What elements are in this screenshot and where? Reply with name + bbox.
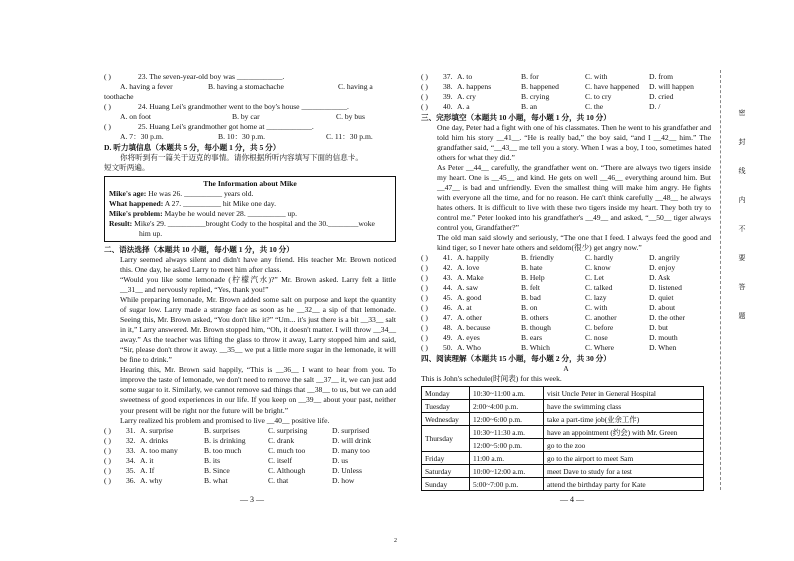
option-a: A. Who bbox=[457, 343, 481, 353]
question-number: 37. bbox=[443, 72, 453, 81]
option-d: D. mouth bbox=[649, 333, 678, 343]
left-column bbox=[104, 72, 396, 486]
option-d: D. how bbox=[332, 475, 355, 485]
schedule-day: Saturday bbox=[422, 465, 470, 478]
option-row bbox=[421, 303, 711, 313]
option-c: C. nose bbox=[585, 333, 608, 343]
option-b: B. friendly bbox=[521, 253, 554, 263]
option-d: D. cried bbox=[649, 92, 674, 102]
option-c: C. surprising bbox=[268, 425, 308, 435]
option-d: D. us bbox=[332, 455, 349, 465]
answer-bracket: ( ) bbox=[421, 303, 428, 313]
option-d: D. enjoy bbox=[649, 263, 676, 273]
option-b: B. hate bbox=[521, 263, 543, 273]
option-row bbox=[421, 82, 711, 92]
option-d: D. quiet bbox=[649, 293, 674, 303]
answer-bracket: ( ) bbox=[421, 253, 428, 263]
option-d: D. Unless bbox=[332, 465, 362, 475]
option-row bbox=[421, 72, 711, 82]
option-b: B. is drinking bbox=[204, 435, 246, 445]
option-c: C. lazy bbox=[585, 293, 607, 303]
option-c: C. before bbox=[585, 323, 614, 333]
option-d: D. will drink bbox=[332, 435, 372, 445]
schedule-time: 10:30~11:30 a.m. bbox=[470, 426, 544, 439]
option-b: B. an bbox=[521, 102, 538, 112]
question-number: 39. bbox=[443, 92, 453, 102]
option-row bbox=[421, 283, 711, 293]
grammar-passage-p3: While preparing lemonade, Mr. Brown added some salt on purpose and kept the quantity of sugar low. Larry made a strange face as soon as he __32__ a sip of that lemonade. Seeing this, Mr. Brown asked, “You don't like it?” “Um... it's just there is a bit __33__ salt in it,” Larry answered. Mr. Brown stopped him, “Oh, it doesn't matter. I will throw __34__ away.” As the teacher was lifting the glass to throw it away, Larry stopped him and said, “Sir, please don't throw it away. __35__ we put a little more sugar in the lemonade, it will be fine to drink.” bbox=[120, 295, 396, 365]
section-4-title: 四、阅读理解（本题共 15 小题，每小题 2 分，共 30 分） bbox=[421, 354, 611, 364]
option-row bbox=[104, 426, 396, 436]
option-c: C. know bbox=[585, 263, 611, 273]
option-b: B. for bbox=[521, 72, 539, 81]
page-number-right: — 4 — bbox=[560, 495, 584, 504]
option-a: A. a bbox=[457, 102, 470, 112]
option-row bbox=[104, 456, 396, 466]
schedule-activity: have an appointment (约会) with Mr. Green bbox=[544, 426, 704, 439]
option-b: B. others bbox=[521, 313, 549, 323]
schedule-time: 10:00~12:00 a.m. bbox=[470, 465, 544, 478]
binding-margin-char: 密 bbox=[738, 109, 746, 117]
binding-line bbox=[720, 70, 721, 490]
option-a: A. at bbox=[457, 303, 472, 313]
option-row bbox=[104, 446, 396, 456]
option-c: C. drank bbox=[268, 435, 295, 445]
schedule-time: 2:00~4:00 p.m. bbox=[470, 400, 544, 413]
question-number: 34. bbox=[126, 455, 136, 465]
question-number: 42. bbox=[443, 263, 453, 273]
grammar-passage-p5: Larry realized his problem and promised to live __40__ positive life. bbox=[120, 415, 330, 425]
schedule-day: Wednesday bbox=[422, 413, 470, 426]
question-number: 43. bbox=[443, 273, 453, 283]
info-line-what-happened: What happened: A 27. __________ hit Mike one day. bbox=[109, 199, 277, 209]
schedule-day: Friday bbox=[422, 452, 470, 465]
question-number: 41. bbox=[443, 253, 453, 263]
option-b: B. its bbox=[204, 455, 221, 465]
cloze-passage-p1: One day, Peter had a fight with one of his classmates. Then he went to his grandfather and told him his story __41__. “He is really bad,” the boy said, “and I __42__ him.” The grandfather said, “__43__ me tell you a story. When I was a boy, I too, sometimes hated others for what they did.” bbox=[437, 123, 711, 163]
option-c: C. to cry bbox=[585, 92, 612, 102]
info-card-title: The Information about Mike bbox=[203, 179, 297, 189]
grammar-passage-p1: Larry seemed always silent and didn't have any friend. His teacher Mr. Brown noticed this. One day, he asked Larry to meet him after class. bbox=[120, 255, 396, 275]
question-number: 48. bbox=[443, 323, 453, 333]
answer-bracket: ( ) bbox=[421, 313, 428, 323]
grammar-passage-p2: “Would you like some lemonade (柠檬汽水)?” Mr. Brown asked. Larry felt a little __31__ and nervously replied, “Yes, thank you!” bbox=[120, 275, 396, 295]
option-row bbox=[421, 263, 711, 273]
section-d-title: D. 听力填信息（本题共 5 分，每小题 1 分，共 5 分） bbox=[104, 143, 281, 153]
answer-bracket: ( ) bbox=[421, 333, 428, 343]
cloze-passage-p3: The old man said slowly and seriously, “The one that I feed. I always feed the good and kind tiger, so I never hate others and seldom(很少) get angry now.” bbox=[437, 233, 711, 253]
option-a: A. love bbox=[457, 263, 480, 273]
answer-bracket: ( ) bbox=[421, 293, 428, 303]
page-number-left: — 3 — bbox=[240, 495, 264, 504]
question-25: ( ) 25. Huang Lei's grandmother got home at ____________. bbox=[104, 122, 314, 132]
schedule-activity: meet Dave to study for a test bbox=[544, 465, 704, 478]
option-c: C. have happened bbox=[585, 82, 640, 92]
option-d: D. / bbox=[649, 102, 661, 112]
schedule-activity: go to the airport to meet Sam bbox=[544, 452, 704, 465]
answer-bracket: ( ) bbox=[104, 465, 111, 475]
answer-bracket: ( ) bbox=[421, 72, 428, 81]
option-c: C. hardly bbox=[585, 253, 614, 263]
info-line-problem: Mike's problem: Maybe he would never 28. __________ up. bbox=[109, 209, 298, 219]
binding-margin-char: 内 bbox=[738, 196, 746, 204]
option-row bbox=[421, 333, 711, 343]
schedule-time: 12:00~5:00 p.m. bbox=[470, 439, 544, 452]
schedule-row bbox=[422, 413, 704, 426]
option-row bbox=[421, 92, 711, 102]
option-c: C. with bbox=[585, 303, 608, 313]
section-d-instructions-2: 短文听两遍。 bbox=[104, 163, 150, 173]
option-a: A. cry bbox=[457, 92, 476, 102]
schedule-row bbox=[422, 478, 704, 491]
option-row bbox=[421, 293, 711, 303]
binding-margin-text bbox=[735, 110, 749, 342]
option-a: A. because bbox=[457, 323, 491, 333]
option-b: B. what bbox=[204, 475, 228, 485]
info-line-result-cont: him up. bbox=[139, 229, 163, 239]
answer-bracket: ( ) bbox=[104, 455, 111, 465]
option-d: D. surprised bbox=[332, 425, 370, 435]
schedule-day: Tuesday bbox=[422, 400, 470, 413]
option-d: D. Ask bbox=[649, 273, 671, 283]
option-d: D. will happen bbox=[649, 82, 694, 92]
schedule-intro: This is John's schedule(时间表) for this week. bbox=[421, 374, 562, 384]
section-3-title: 三、完形填空（本题共 10 小题，每小题 1 分，共 10 分） bbox=[421, 113, 611, 123]
option-row bbox=[421, 313, 711, 323]
info-card bbox=[104, 176, 396, 242]
cloze-passage-p2: As Peter __44__ carefully, the grandfather went on. “There are always two tigers inside my heart. One is __45__ and kind. He gets on well __46__ everything around him. But __47__ is bad and unfriendly. Even the smallest thing will make him angry. He fights with everyone all the time, and for no reason. He can't think carefully __48__ he always hates others. It is difficult to live with these two tigers inside my heart. They both try to control me.” Peter looked into his grandfather's __49__ and asked, “__50__ tiger always control you, Grandfather?” bbox=[437, 163, 711, 233]
option-a: A. surprise bbox=[140, 425, 174, 435]
answer-bracket: ( ) bbox=[421, 82, 428, 92]
question-number: 44. bbox=[443, 283, 453, 293]
schedule-activity: go to the zoo bbox=[544, 439, 704, 452]
option-c: C. Let bbox=[585, 273, 604, 283]
answer-bracket: ( ) bbox=[421, 92, 428, 102]
option-b: B. ears bbox=[521, 333, 543, 343]
question-number: 49. bbox=[443, 333, 453, 343]
option-row bbox=[421, 102, 711, 112]
info-line-age: Mike's age: He was 26. __________ years old. bbox=[109, 189, 254, 199]
option-b: B. surprises bbox=[204, 425, 240, 435]
question-23: ( ) 23. The seven-year-old boy was ____________. bbox=[104, 72, 285, 81]
option-b: B. though bbox=[521, 323, 551, 333]
option-d: D. listened bbox=[649, 283, 682, 293]
binding-margin-char: 封 bbox=[738, 138, 746, 146]
schedule-row bbox=[422, 452, 704, 465]
option-row bbox=[421, 273, 711, 283]
answer-bracket: ( ) bbox=[421, 283, 428, 293]
option-b: B. Help bbox=[521, 273, 545, 283]
option-a: A. too many bbox=[140, 445, 178, 455]
option-b: B. Since bbox=[204, 465, 230, 475]
answer-bracket: ( ) bbox=[421, 102, 428, 112]
question-number: 31. bbox=[126, 425, 136, 435]
sheet-number: 2 bbox=[394, 538, 397, 544]
option-d: D. the other bbox=[649, 313, 686, 323]
option-a: A. eyes bbox=[457, 333, 480, 343]
grammar-options-right bbox=[421, 72, 711, 112]
answer-bracket: ( ) bbox=[104, 435, 111, 445]
schedule-table bbox=[421, 386, 704, 491]
option-a: A. other bbox=[457, 313, 482, 323]
question-number: 32. bbox=[126, 435, 136, 445]
binding-margin-char: 答 bbox=[738, 283, 746, 291]
option-a: A. happens bbox=[457, 82, 492, 92]
option-b: B. crying bbox=[521, 92, 550, 102]
option-b: B. too much bbox=[204, 445, 242, 455]
question-number: 47. bbox=[443, 313, 453, 323]
schedule-time: 5:00~7:00 p.m. bbox=[470, 478, 544, 491]
schedule-day: Sunday bbox=[422, 478, 470, 491]
option-c: C. Although bbox=[268, 465, 306, 475]
section-d-instructions: 你将听到有一篇关于迈克的事情。请你根据所听内容填写下面的信息卡。 bbox=[120, 153, 363, 163]
question-23-options: A. having a fever B. having a stomachache C. having a bbox=[120, 82, 373, 92]
schedule-time: 11:00 a.m. bbox=[470, 452, 544, 465]
question-number: 45. bbox=[443, 293, 453, 303]
option-row bbox=[421, 343, 711, 353]
option-a: A. to bbox=[457, 72, 473, 81]
schedule-activity: visit Uncle Peter in General Hospital bbox=[544, 387, 704, 400]
right-column bbox=[421, 72, 711, 491]
section-2-title: 二、语法选择（本题共 10 小题，每小题 1 分，共 10 分） bbox=[104, 245, 294, 255]
option-c: C. talked bbox=[585, 283, 613, 293]
grammar-options-left bbox=[104, 426, 396, 486]
answer-bracket: ( ) bbox=[104, 425, 111, 435]
option-d: D. many too bbox=[332, 445, 370, 455]
option-a: A. drinks bbox=[140, 435, 169, 445]
question-number: 35. bbox=[126, 465, 136, 475]
schedule-row bbox=[422, 426, 704, 439]
option-a: A. If bbox=[140, 465, 155, 475]
question-24: ( ) 24. Huang Lei's grandmother went to the boy's house ____________. bbox=[104, 102, 349, 112]
question-25-options: A. 7：30 p.m. B. 10：30 p.m. C. 11：30 p.m. bbox=[120, 132, 373, 142]
schedule-time: 10:30~11:00 a.m. bbox=[470, 387, 544, 400]
option-row bbox=[421, 323, 711, 333]
question-number: 38. bbox=[443, 82, 453, 92]
grammar-passage-p4: Hearing this, Mr. Brown said happily, “This is __36__ I want to hear from you. To improve the taste of lemonade, we don't need to remove the salt __37__ it, we can just add some sugar to it. Similarly, we cannot remove sad things that __38__ to us, but we can add sweetness of good experiences in our life. If you keep on __39__ about your past, neither your present will be right nor the future will be bright.” bbox=[120, 365, 396, 415]
option-d: D. but bbox=[649, 323, 668, 333]
question-number: 33. bbox=[126, 445, 136, 455]
schedule-activity: have the swimming class bbox=[544, 400, 704, 413]
option-d: D. from bbox=[649, 72, 674, 81]
option-d: D. about bbox=[649, 303, 676, 313]
answer-bracket: ( ) bbox=[421, 343, 428, 353]
binding-margin-char: 要 bbox=[738, 254, 746, 262]
option-c: C. another bbox=[585, 313, 617, 323]
schedule-time: 12:00~6:00 p.m. bbox=[470, 413, 544, 426]
question-number: 50. bbox=[443, 343, 453, 353]
option-c: C. Where bbox=[585, 343, 614, 353]
schedule-row bbox=[422, 400, 704, 413]
option-row bbox=[104, 476, 396, 486]
option-row bbox=[421, 253, 711, 263]
option-a: A. why bbox=[140, 475, 163, 485]
question-number: 46. bbox=[443, 303, 453, 313]
schedule-row bbox=[422, 465, 704, 478]
option-a: A. it bbox=[140, 455, 154, 465]
cloze-options bbox=[421, 253, 711, 353]
info-line-result: Result: Mike's 29. __________brought Cody to the hospital and the 30.________woke bbox=[109, 219, 375, 229]
option-c: C. with bbox=[585, 72, 608, 81]
option-a: A. saw bbox=[457, 283, 479, 293]
answer-bracket: ( ) bbox=[421, 273, 428, 283]
option-d: D. angrily bbox=[649, 253, 680, 263]
answer-bracket: ( ) bbox=[104, 445, 111, 455]
option-row bbox=[104, 466, 396, 476]
option-b: B. bad bbox=[521, 293, 541, 303]
schedule-activity: attend the birthday party for Kate bbox=[544, 478, 704, 491]
option-b: B. on bbox=[521, 303, 538, 313]
binding-margin-char: 不 bbox=[738, 225, 746, 233]
option-a: A. happily bbox=[457, 253, 490, 263]
binding-margin-char: 线 bbox=[738, 167, 746, 175]
schedule-row bbox=[422, 387, 704, 400]
schedule-day: Thursday bbox=[422, 426, 470, 452]
option-row bbox=[104, 436, 396, 446]
option-c: C. itself bbox=[268, 455, 293, 465]
part-a-label: A bbox=[563, 364, 569, 374]
question-24-options: A. on foot B. by car C. by bus bbox=[120, 112, 365, 122]
answer-bracket: ( ) bbox=[104, 475, 111, 485]
option-b: B. happened bbox=[521, 82, 559, 92]
option-d: D. When bbox=[649, 343, 677, 353]
schedule-activity: take a part-time job(业余工作) bbox=[544, 413, 704, 426]
option-c: C. that bbox=[268, 475, 289, 485]
option-b: B. Which bbox=[521, 343, 550, 353]
option-a: A. good bbox=[457, 293, 482, 303]
answer-bracket: ( ) bbox=[421, 323, 428, 333]
question-23-option-cont: toothache bbox=[104, 92, 134, 102]
option-b: B. felt bbox=[521, 283, 540, 293]
binding-margin-char: 题 bbox=[738, 312, 746, 320]
question-number: 40. bbox=[443, 102, 453, 112]
schedule-day: Monday bbox=[422, 387, 470, 400]
question-number: 36. bbox=[126, 475, 136, 485]
answer-bracket: ( ) bbox=[421, 263, 428, 273]
option-c: C. much too bbox=[268, 445, 306, 455]
option-c: C. the bbox=[585, 102, 604, 112]
option-a: A. Make bbox=[457, 273, 484, 283]
